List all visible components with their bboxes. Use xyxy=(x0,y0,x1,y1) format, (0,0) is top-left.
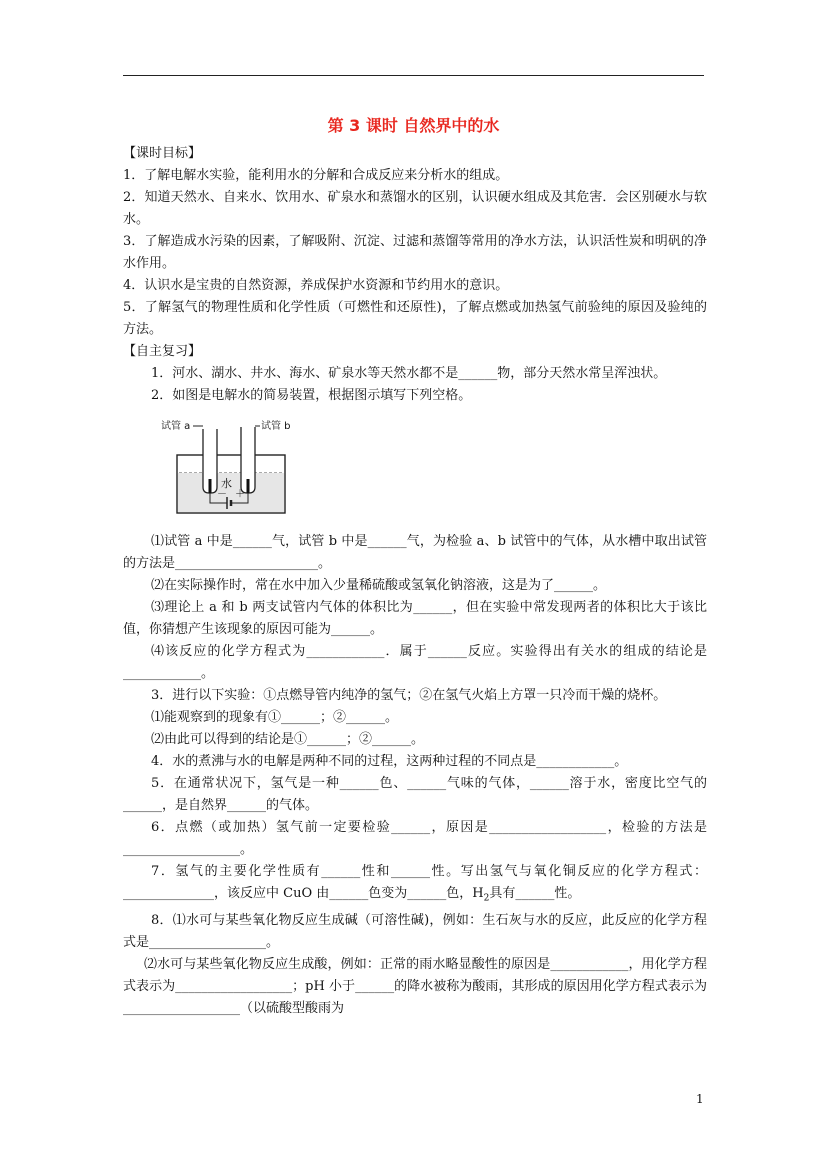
goals-header: 【课时目标】 xyxy=(123,146,202,161)
goal-item: 4．认识水是宝贵的自然资源，养成保护水资源和节约用水的意识。 xyxy=(123,278,509,293)
plus-sign: ＋ xyxy=(235,489,245,500)
electrolysis-diagram xyxy=(161,417,301,523)
goal-item: 1．了解电解水实验，能利用水的分解和合成反应来分析水的组成。 xyxy=(123,168,509,183)
goal-item: 2．知道天然水、自来水、饮用水、矿泉水和蒸馏水的区别，认识硬水组成及其危害．会区别硬水与软水。 xyxy=(123,190,707,227)
question-6: 6．点燃（或加热）氢气前一定要检验______，原因是__________________，检验的方法是__________________。 xyxy=(123,820,707,857)
question-2-1: ⑴试管 a 中是______气，试管 b 中是______气，为检验 a、b 试管中的气体，从水槽中取出试管的方法是______________________。 xyxy=(123,534,707,571)
water-label: 水 xyxy=(221,477,232,490)
electrolysis-figure xyxy=(123,407,707,531)
question-3-2: ⑵由此可以得到的结论是①______；②______。 xyxy=(151,732,425,747)
header-rule xyxy=(123,75,704,76)
question-7-subscript: 2 xyxy=(483,893,490,904)
question-3-1: ⑴能观察到的现象有①______；②______。 xyxy=(151,710,399,725)
question-7-text: 7．氢气的主要化学性质有______性和______性。写出氢气与氧化铜反应的化学方程式：______________，该反应中 CuO 由______色变为______色，H xyxy=(123,864,707,901)
tube-b-label: 试管 b xyxy=(261,421,291,432)
page-title: 第 3 课时 自然界中的水 xyxy=(327,116,500,135)
minus-sign: － xyxy=(217,489,227,500)
tube-a-label: 试管 a xyxy=(161,421,191,432)
question-8-1: 8．⑴水可与某些氧化物反应生成碱（可溶性碱)，例如：生石灰与水的反应，此反应的化学方程式是__________________。 xyxy=(123,912,707,950)
question-7 xyxy=(123,861,707,910)
question-8-2: ⑵水可与某些氧化物反应生成酸，例如：正常的雨水略显酸性的原因是____________，用化学方程式表示为__________________；pH 小于______的降水被称为酸雨，其形成的原因用化学方程式表示为__________________（以硫酸型酸雨为 xyxy=(123,956,707,1016)
question-1: 1．河水、湖水、井水、海水、矿泉水等天然水都不是______物，部分天然水常呈浑浊状。 xyxy=(151,366,667,381)
page-number: 1 xyxy=(696,1092,704,1106)
goal-item: 5．了解氢气的物理性质和化学性质（可燃性和还原性)，了解点燃或加热氢气前验纯的原因及验纯的方法。 xyxy=(123,300,707,337)
question-2-4: ⑷该反应的化学方程式为____________．属于______反应。实验得出有关水的组成的结论是____________。 xyxy=(123,644,707,681)
question-2-3: ⑶理论上 a 和 b 两支试管内气体的体积比为______，但在实验中常发现两者的体积比大于该比值，你猜想产生该现象的原因可能为______。 xyxy=(123,600,707,637)
document-body xyxy=(123,143,707,1020)
question-5: 5．在通常状况下，氢气是一种______色、______气味的气体，______溶于水，密度比空气的______，是自然界______的气体。 xyxy=(123,776,707,813)
goal-item: 3．了解造成水污染的因素，了解吸附、沉淀、过滤和蒸馏等常用的净水方法，认识活性炭和明矾的净水作用。 xyxy=(123,234,707,271)
question-2: 2．如图是电解水的简易装置，根据图示填写下列空格。 xyxy=(151,388,472,403)
question-2-2: ⑵在实际操作时，常在水中加入少量稀硫酸或氢氧化钠溶液，这是为了______。 xyxy=(151,578,607,593)
review-header: 【自主复习】 xyxy=(123,344,202,359)
question-3: 3．进行以下实验：①点燃导管内纯净的氢气；②在氢气火焰上方罩一只冷而干燥的烧杯。 xyxy=(151,688,667,703)
question-4: 4．水的煮沸与水的电解是两种不同的过程，这两种过程的不同点是____________。 xyxy=(151,754,628,769)
question-7-text-end: 具有______性。 xyxy=(489,886,581,901)
